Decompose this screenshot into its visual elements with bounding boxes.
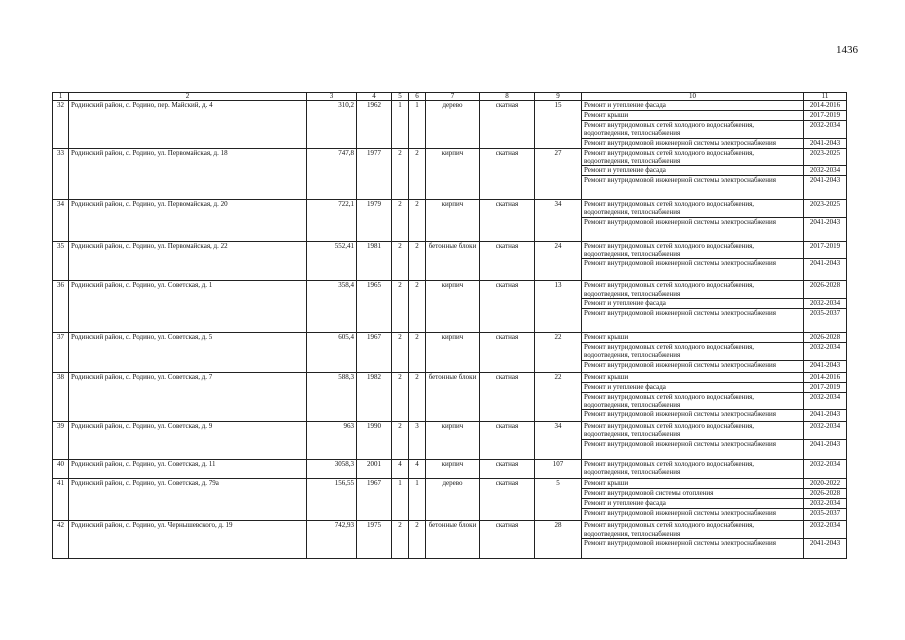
roof-type: скатная <box>480 372 535 422</box>
building-number: 38 <box>53 372 69 422</box>
repair-period: 2026-2028 <box>804 489 847 499</box>
building-address: Родинский район, с. Родино, ул. Советская, д. 79а <box>69 479 307 521</box>
wall-material: кирпич <box>426 332 480 372</box>
building-year: 1981 <box>357 241 392 281</box>
building-row <box>53 521 847 539</box>
building-address: Родинский район, с. Родино, пер. Майский, д. 4 <box>69 101 307 149</box>
residents-count: 22 <box>535 372 582 422</box>
repair-work-type: Ремонт внутридомовой инженерной системы электроснабжения <box>582 308 804 332</box>
repair-work-type: Ремонт внутридомовых сетей холодного водоснабжения, водоотведения, теплоснабжения <box>582 148 804 166</box>
column-number: 5 <box>392 93 409 101</box>
building-floors: 2 <box>392 200 409 242</box>
building-number: 35 <box>53 241 69 281</box>
repair-period: 2032-2034 <box>804 298 847 308</box>
building-number: 41 <box>53 479 69 521</box>
repair-period: 2032-2034 <box>804 499 847 509</box>
repair-work-type: Ремонт внутридомовых сетей холодного водоснабжения, водоотведения, теплоснабжения <box>582 121 804 139</box>
roof-type: скатная <box>480 200 535 242</box>
repair-period: 2032-2034 <box>804 121 847 139</box>
building-floors: 1 <box>392 101 409 149</box>
column-number: 11 <box>804 93 847 101</box>
repair-period: 2041-2043 <box>804 538 847 558</box>
building-entrances: 1 <box>409 479 426 521</box>
building-entrances: 2 <box>409 521 426 559</box>
building-row <box>53 372 847 382</box>
wall-material: бетонные блоки <box>426 521 480 559</box>
building-floors: 4 <box>392 459 409 479</box>
column-number-row <box>53 93 847 101</box>
repair-period: 2041-2043 <box>804 439 847 459</box>
column-number: 4 <box>357 93 392 101</box>
building-area: 156,55 <box>307 479 357 521</box>
roof-type: скатная <box>480 241 535 281</box>
column-number: 6 <box>409 93 426 101</box>
repair-work-type: Ремонт крыши <box>582 111 804 121</box>
building-number: 32 <box>53 101 69 149</box>
repair-work-type: Ремонт крыши <box>582 372 804 382</box>
wall-material: кирпич <box>426 459 480 479</box>
repair-work-type: Ремонт и утепление фасада <box>582 101 804 111</box>
building-year: 1967 <box>357 332 392 372</box>
column-number: 3 <box>307 93 357 101</box>
building-row <box>53 332 847 342</box>
roof-type: скатная <box>480 422 535 460</box>
building-year: 1979 <box>357 200 392 242</box>
wall-material: кирпич <box>426 281 480 333</box>
residents-count: 24 <box>535 241 582 281</box>
building-year: 1977 <box>357 148 392 200</box>
roof-type: скатная <box>480 281 535 333</box>
building-number: 36 <box>53 281 69 333</box>
repair-period: 2041-2043 <box>804 138 847 148</box>
repair-work-type: Ремонт внутридомовой инженерной системы электроснабжения <box>582 217 804 241</box>
building-number: 37 <box>53 332 69 372</box>
repair-period: 2023-2025 <box>804 200 847 218</box>
repair-work-type: Ремонт крыши <box>582 479 804 489</box>
residents-count: 27 <box>535 148 582 200</box>
building-entrances: 2 <box>409 148 426 200</box>
building-area: 605,4 <box>307 332 357 372</box>
building-address: Родинский район, с. Родино, ул. Первомайская, д. 22 <box>69 241 307 281</box>
repair-period: 2035-2037 <box>804 308 847 332</box>
residents-count: 13 <box>535 281 582 333</box>
building-area: 588,3 <box>307 372 357 422</box>
building-row <box>53 281 847 299</box>
residents-count: 15 <box>535 101 582 149</box>
building-year: 1990 <box>357 422 392 460</box>
repair-work-type: Ремонт и утепление фасада <box>582 499 804 509</box>
building-number: 42 <box>53 521 69 559</box>
building-number: 34 <box>53 200 69 242</box>
roof-type: скатная <box>480 148 535 200</box>
page-number: 1436 <box>836 44 858 56</box>
repair-work-type: Ремонт и утепление фасада <box>582 298 804 308</box>
repair-period: 2014-2016 <box>804 372 847 382</box>
repair-period: 2041-2043 <box>804 410 847 422</box>
building-row <box>53 459 847 479</box>
building-year: 1982 <box>357 372 392 422</box>
repair-work-type: Ремонт внутридомовых сетей холодного водоснабжения, водоотведения, теплоснабжения <box>582 521 804 539</box>
repair-period: 2032-2034 <box>804 521 847 539</box>
building-entrances: 4 <box>409 459 426 479</box>
building-row <box>53 148 847 166</box>
repair-period: 2020-2022 <box>804 479 847 489</box>
repair-work-type: Ремонт внутридомовой инженерной системы электроснабжения <box>582 138 804 148</box>
repair-work-type: Ремонт внутридомовых сетей холодного водоснабжения, водоотведения, теплоснабжения <box>582 392 804 410</box>
repair-period: 2014-2016 <box>804 101 847 111</box>
building-floors: 1 <box>392 479 409 521</box>
roof-type: скатная <box>480 521 535 559</box>
building-entrances: 1 <box>409 101 426 149</box>
column-number: 7 <box>426 93 480 101</box>
repair-work-type: Ремонт внутридомовой инженерной системы электроснабжения <box>582 410 804 422</box>
building-address: Родинский район, с. Родино, ул. Советская, д. 11 <box>69 459 307 479</box>
repair-period: 2017-2019 <box>804 111 847 121</box>
building-year: 1962 <box>357 101 392 149</box>
repair-period: 2026-2028 <box>804 281 847 299</box>
building-year: 2001 <box>357 459 392 479</box>
building-floors: 2 <box>392 241 409 281</box>
roof-type: скатная <box>480 459 535 479</box>
building-floors: 2 <box>392 372 409 422</box>
building-address: Родинский район, с. Родино, ул. Советская, д. 7 <box>69 372 307 422</box>
repair-work-type: Ремонт внутридомовой инженерной системы электроснабжения <box>582 360 804 372</box>
repair-period: 2041-2043 <box>804 360 847 372</box>
building-area: 742,93 <box>307 521 357 559</box>
building-area: 722,1 <box>307 200 357 242</box>
building-year: 1967 <box>357 479 392 521</box>
building-row <box>53 422 847 440</box>
repair-period: 2041-2043 <box>804 259 847 281</box>
building-floors: 2 <box>392 332 409 372</box>
building-number: 39 <box>53 422 69 460</box>
repair-period: 2023-2025 <box>804 148 847 166</box>
repair-work-type: Ремонт внутридомовых сетей холодного водоснабжения, водоотведения, теплоснабжения <box>582 422 804 440</box>
repair-work-type: Ремонт внутридомовых сетей холодного водоснабжения, водоотведения, теплоснабжения <box>582 200 804 218</box>
repair-period: 2017-2019 <box>804 241 847 259</box>
building-address: Родинский район, с. Родино, ул. Советская, д. 1 <box>69 281 307 333</box>
building-floors: 2 <box>392 422 409 460</box>
building-address: Родинский район, с. Родино, ул. Советская, д. 9 <box>69 422 307 460</box>
wall-material: кирпич <box>426 148 480 200</box>
column-number: 9 <box>535 93 582 101</box>
building-area: 747,8 <box>307 148 357 200</box>
residents-count: 107 <box>535 459 582 479</box>
building-floors: 2 <box>392 148 409 200</box>
repair-period: 2041-2043 <box>804 217 847 241</box>
building-entrances: 3 <box>409 422 426 460</box>
building-area: 358,4 <box>307 281 357 333</box>
housing-register-table <box>52 92 847 559</box>
repair-work-type: Ремонт и утепление фасада <box>582 166 804 176</box>
building-row <box>53 200 847 218</box>
repair-work-type: Ремонт и утепление фасада <box>582 382 804 392</box>
building-number: 40 <box>53 459 69 479</box>
repair-period: 2035-2037 <box>804 509 847 521</box>
wall-material: кирпич <box>426 200 480 242</box>
column-number: 2 <box>69 93 307 101</box>
roof-type: скатная <box>480 332 535 372</box>
repair-period: 2032-2034 <box>804 459 847 479</box>
repair-work-type: Ремонт внутридомовой инженерной системы электроснабжения <box>582 509 804 521</box>
repair-work-type: Ремонт внутридомовой инженерной системы электроснабжения <box>582 538 804 558</box>
building-entrances: 2 <box>409 332 426 372</box>
building-entrances: 2 <box>409 200 426 242</box>
roof-type: скатная <box>480 479 535 521</box>
column-number: 10 <box>582 93 804 101</box>
building-area: 963 <box>307 422 357 460</box>
residents-count: 5 <box>535 479 582 521</box>
building-row <box>53 101 847 111</box>
building-floors: 2 <box>392 521 409 559</box>
column-number: 1 <box>53 93 69 101</box>
repair-period: 2017-2019 <box>804 382 847 392</box>
residents-count: 22 <box>535 332 582 372</box>
repair-period: 2032-2034 <box>804 392 847 410</box>
building-floors: 2 <box>392 281 409 333</box>
repair-work-type: Ремонт внутридомовых сетей холодного водоснабжения, водоотведения, теплоснабжения <box>582 342 804 360</box>
repair-period: 2032-2034 <box>804 166 847 176</box>
building-row <box>53 241 847 259</box>
building-address: Родинский район, с. Родино, ул. Первомайская, д. 20 <box>69 200 307 242</box>
roof-type: скатная <box>480 101 535 149</box>
repair-work-type: Ремонт внутридомовой инженерной системы электроснабжения <box>582 176 804 200</box>
wall-material: дерево <box>426 479 480 521</box>
repair-work-type: Ремонт внутридомовых сетей холодного водоснабжения, водоотведения, теплоснабжения <box>582 241 804 259</box>
wall-material: кирпич <box>426 422 480 460</box>
building-address: Родинский район, с. Родино, ул. Чернышевского, д. 19 <box>69 521 307 559</box>
repair-work-type: Ремонт внутридомовых сетей холодного водоснабжения, водоотведения, теплоснабжения <box>582 459 804 479</box>
residents-count: 28 <box>535 521 582 559</box>
building-year: 1975 <box>357 521 392 559</box>
residents-count: 34 <box>535 422 582 460</box>
building-address: Родинский район, с. Родино, ул. Первомайская, д. 18 <box>69 148 307 200</box>
repair-work-type: Ремонт внутридомовых сетей холодного водоснабжения, водоотведения, теплоснабжения <box>582 281 804 299</box>
building-number: 33 <box>53 148 69 200</box>
repair-work-type: Ремонт внутридомовой системы отопления <box>582 489 804 499</box>
wall-material: дерево <box>426 101 480 149</box>
building-entrances: 2 <box>409 372 426 422</box>
building-year: 1965 <box>357 281 392 333</box>
register-body <box>53 93 847 559</box>
building-area: 310,2 <box>307 101 357 149</box>
repair-work-type: Ремонт внутридомовой инженерной системы электроснабжения <box>582 439 804 459</box>
repair-work-type: Ремонт крыши <box>582 332 804 342</box>
building-area: 552,41 <box>307 241 357 281</box>
residents-count: 34 <box>535 200 582 242</box>
wall-material: бетонные блоки <box>426 372 480 422</box>
repair-work-type: Ремонт внутридомовой инженерной системы электроснабжения <box>582 259 804 281</box>
column-number: 8 <box>480 93 535 101</box>
building-address: Родинский район, с. Родино, ул. Советская, д. 5 <box>69 332 307 372</box>
repair-period: 2032-2034 <box>804 422 847 440</box>
building-area: 3058,3 <box>307 459 357 479</box>
repair-period: 2026-2028 <box>804 332 847 342</box>
building-entrances: 2 <box>409 241 426 281</box>
repair-period: 2032-2034 <box>804 342 847 360</box>
building-entrances: 2 <box>409 281 426 333</box>
wall-material: бетонные блоки <box>426 241 480 281</box>
building-row <box>53 479 847 489</box>
repair-period: 2041-2043 <box>804 176 847 200</box>
